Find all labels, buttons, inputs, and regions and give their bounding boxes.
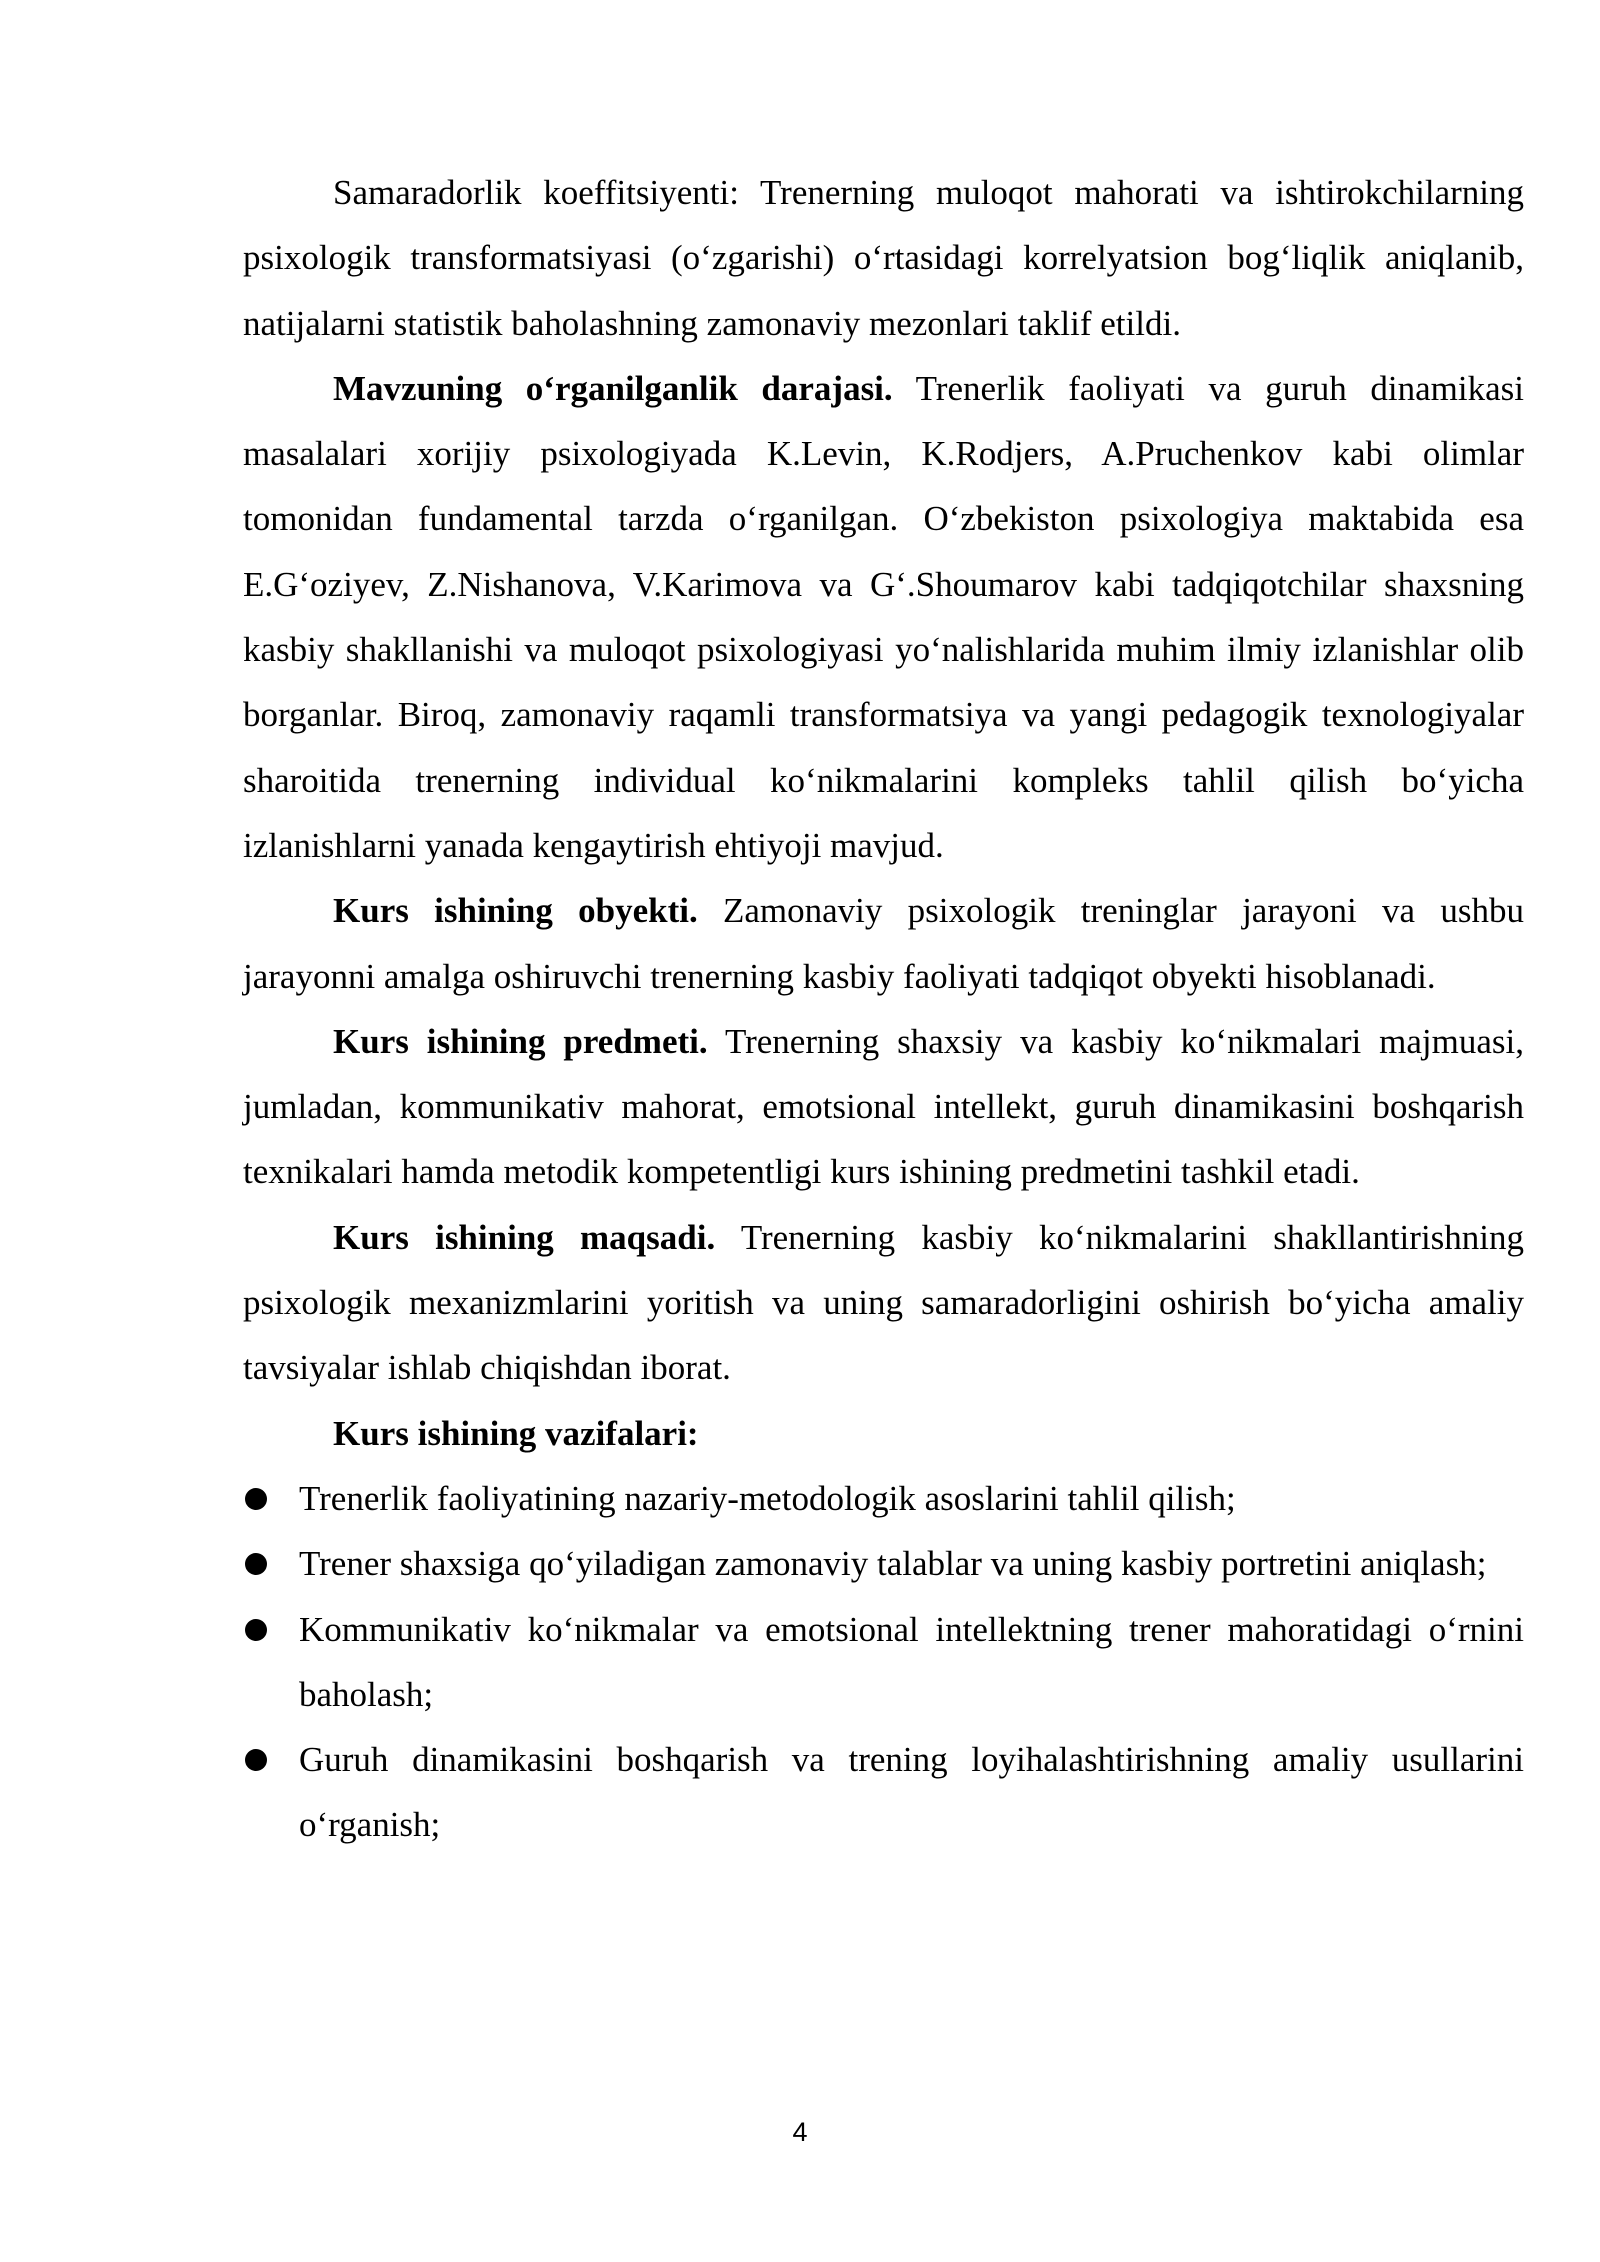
- paragraph-text: Zamonaviy psixologik treninglar jarayoni va ushbu jarayonni amalga oshiruvchi trenerning kasbiy faoliyati tadqiqot obyekti hisoblanadi.: [243, 891, 1524, 996]
- filled-circle-bullet-icon: [245, 1488, 267, 1510]
- paragraph-object: [243, 878, 1524, 1009]
- section-heading: Kurs ishining maqsadi.: [333, 1217, 716, 1257]
- filled-circle-bullet-icon: [245, 1553, 267, 1575]
- list-item-text: Kommunikativ koʻnikmalar va emotsional intellektning trener mahoratidagi oʻrnini baholash;: [299, 1609, 1524, 1714]
- paragraph-study-degree: [243, 356, 1524, 878]
- section-heading: Kurs ishining vazifalari:: [333, 1413, 699, 1453]
- paragraph-tasks-heading: [243, 1401, 1524, 1466]
- list-item: [243, 1597, 1524, 1728]
- list-item: [243, 1531, 1524, 1596]
- list-item-text: Trenerlik faoliyatining nazariy-metodologik asoslarini tahlil qilish;: [299, 1478, 1236, 1518]
- section-heading: Kurs ishining obyekti.: [333, 891, 698, 931]
- paragraph-efficiency-coefficient: [243, 160, 1524, 356]
- paragraph-text: Trenerlik faoliyati va guruh dinamikasi masalalari xorijiy psixologiyada K.Levin, K.Rodjers, A.Pruchenkov kabi olimlar tomonidan fundamental tarzda oʻrganilgan. Oʻzbekiston psixologiya maktabida esa E.Gʻoziyev, Z.Nishanova, V.Karimova va Gʻ.Shoumarov kabi tadqiqotchilar shaxsning kasbiy shakllanishi va muloqot psixologiyasi yoʻnalishlarida muhim ilmiy izlanishlar olib borganlar. Biroq, zamonaviy raqamli transformatsiya va yangi pedagogik texnologiyalar sharoitida trenerning individual koʻnikmalarini kompleks tahlil qilish boʻyicha izlanishlarni yanada kengaytirish ehtiyoji mavjud.: [243, 368, 1525, 865]
- list-item: [243, 1466, 1524, 1531]
- filled-circle-bullet-icon: [245, 1619, 267, 1641]
- paragraph-subject: [243, 1009, 1524, 1205]
- section-heading: Kurs ishining predmeti.: [333, 1021, 708, 1061]
- paragraph-text: Trenerning kasbiy koʻnikmalarini shakllantirishning psixologik mexanizmlarini yoritish va uning samaradorligini oshirish boʻyicha amaliy tavsiyalar ishlab chiqishdan iborat.: [243, 1217, 1525, 1388]
- paragraph-goal: [243, 1205, 1524, 1401]
- document-page: [243, 160, 1524, 1858]
- list-item-text: Guruh dinamikasini boshqarish va trening loyihalashtirishning amaliy usullarini oʻrganish;: [299, 1740, 1524, 1845]
- section-heading: Mavzuning oʻrganilganlik darajasi.: [333, 368, 893, 408]
- list-item-text: Trener shaxsiga qoʻyiladigan zamonaviy talablar va uning kasbiy portretini aniqlash;: [299, 1544, 1487, 1584]
- page-number: 4: [792, 2117, 808, 2147]
- filled-circle-bullet-icon: [245, 1749, 267, 1771]
- paragraph-text: Samaradorlik koeffitsiyenti: Trenerning muloqot mahorati va ishtirokchilarning psixologik transformatsiyasi (oʻzgarishi) oʻrtasidagi korrelyatsion bogʻliqlik aniqlanib, natijalarni statistik baholashning zamonaviy mezonlari taklif etildi.: [243, 173, 1524, 343]
- paragraph-text: Trenerning shaxsiy va kasbiy koʻnikmalari majmuasi, jumladan, kommunikativ mahorat, emotsional intellekt, guruh dinamikasini boshqarish texnikalari hamda metodik kompetentligi kurs ishining predmetini tashkil etadi.: [243, 1021, 1524, 1192]
- task-list: [243, 1466, 1524, 1858]
- list-item: [243, 1727, 1524, 1858]
